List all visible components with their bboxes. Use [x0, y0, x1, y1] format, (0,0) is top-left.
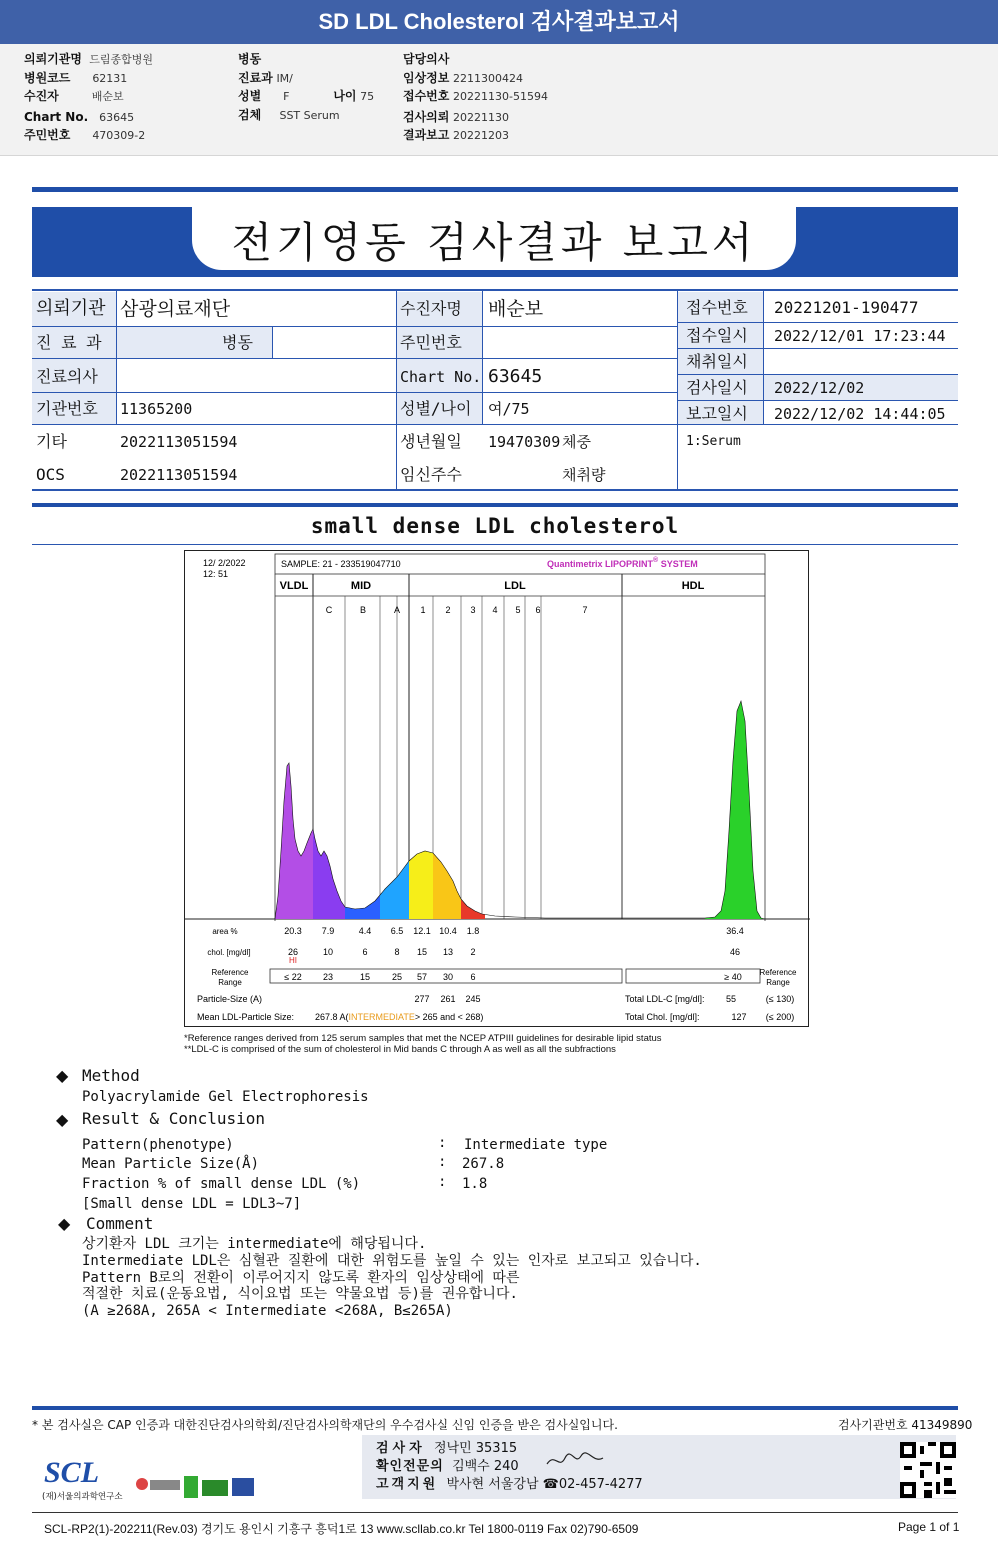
row-title-rref1: Reference — [759, 968, 797, 977]
ref-value: 15 — [359, 972, 371, 982]
chart-structure — [185, 574, 810, 919]
comment-line-0: 상기환자 LDL 크기는 intermediate에 해당됩니다. — [82, 1236, 427, 1252]
top-ward-row — [238, 52, 261, 66]
repdate-label: 보고일시 — [686, 404, 748, 423]
particle-size-value: 245 — [465, 994, 481, 1004]
label: 병동 — [238, 52, 262, 66]
brand-name: Quantimetrix LIPOPRINT — [547, 559, 654, 569]
chart-table — [197, 926, 797, 1022]
band-label: 5 — [515, 605, 521, 615]
result-note: [Small dense LDL = LDL3~7] — [82, 1196, 302, 1212]
value: 20221130 — [453, 111, 510, 124]
top-inst-row — [24, 52, 153, 67]
value: 20221130-51594 — [453, 90, 548, 103]
chart-time: 12: 51 — [203, 569, 229, 579]
result-colon-0: : — [438, 1135, 447, 1151]
label: 검체 — [238, 108, 262, 122]
report-banner-title: SD LDL Cholesterol 검사결과보고서 — [0, 0, 998, 44]
brand-tail: SYSTEM — [658, 559, 698, 569]
specimen-value: 1:Serum — [686, 434, 741, 449]
chol-value: 26 — [287, 947, 299, 957]
top-code-row — [24, 71, 127, 86]
comment-line-4: (A ≥268A, 265A < Intermediate <268A, B≤265A) — [82, 1303, 453, 1319]
area-value: 4.4 — [358, 926, 372, 936]
comment-line-1: Intermediate LDL은 심혈관 질환에 대한 위험도를 높일 수 있는 인자로 보고되고 있습니다. — [82, 1253, 702, 1269]
area-value: 10.4 — [439, 926, 457, 936]
value: 2211300424 — [453, 72, 524, 85]
group-label-ldl: LDL — [504, 580, 526, 592]
top-dept-row — [238, 71, 293, 86]
chart-areas — [275, 701, 765, 919]
checker-row — [376, 1455, 519, 1474]
row-line-1 — [32, 326, 677, 327]
result-value-1: 267.8 — [462, 1156, 505, 1172]
top-sex-row — [238, 89, 374, 104]
label: 병원코드 — [24, 71, 71, 85]
tester-row — [376, 1437, 517, 1456]
result-title: Result & Conclusion — [82, 1109, 266, 1128]
fraction-area-ldl-1 — [409, 851, 433, 919]
label: 임상정보 — [403, 71, 450, 85]
bottom-address: SCL-RP2(1)-202211(Rev.03) 경기도 용인시 기흥구 흥덕1로 13 www.scllab.co.kr Tel 1800-0119 Fax 02)790-6509 — [44, 1522, 639, 1536]
code-label: 기관번호 — [36, 399, 98, 418]
total-ldl-label: Total LDL-C [mg/dl]: — [625, 994, 705, 1004]
chart-brand — [547, 556, 698, 569]
value-age: 75 — [360, 90, 375, 103]
method-title: Method — [82, 1066, 140, 1085]
area-value: 1.8 — [466, 926, 480, 936]
particle-size-value: 261 — [440, 994, 456, 1004]
fraction-area-ldl-3 — [461, 899, 485, 919]
sexage-value: 여/75 — [488, 400, 530, 418]
result-label-0: Pattern(phenotype) — [82, 1137, 234, 1153]
cs-row — [376, 1473, 643, 1492]
band-label: A — [393, 605, 401, 615]
bottom-rule — [32, 1512, 958, 1513]
area-value: 12.1 — [413, 926, 431, 936]
group-label-mid: MID — [350, 580, 372, 592]
label: 주민번호 — [24, 128, 71, 142]
ref-value: 6 — [470, 972, 476, 982]
recno-label: 접수번호 — [686, 298, 748, 317]
area-value: 6.5 — [390, 926, 404, 936]
band-label: 2 — [445, 605, 451, 615]
label: 진료과 — [238, 71, 273, 85]
label: 결과보고 — [403, 128, 450, 142]
top-report-row — [403, 128, 509, 143]
chol-value: 15 — [416, 947, 428, 957]
signature-icon — [545, 1450, 605, 1472]
value: SST Serum — [279, 109, 340, 122]
cert-note: * 본 검사실은 CAP 인증과 대한진단검사의학회/진단검사의학재단의 우수검사실 신임 인증을 받은 검사실입니다. — [32, 1418, 618, 1432]
row-line-3 — [32, 392, 677, 393]
page-number: Page 1 of 1 — [898, 1520, 960, 1534]
recno-value: 20221201-190477 — [774, 298, 919, 317]
patient-value: 배순보 — [488, 298, 544, 320]
amount-label: 채취량 — [562, 466, 606, 484]
area-value: 20.3 — [284, 926, 302, 936]
area-value: 36.4 — [726, 926, 744, 936]
footer-top-rule — [32, 1406, 958, 1410]
col-line-4 — [677, 291, 678, 489]
chol-value: 13 — [442, 947, 454, 957]
etc-label: 기타 — [36, 432, 67, 451]
value: 배순보 — [91, 90, 124, 103]
result-bullet-icon: ◆ — [56, 1110, 69, 1129]
checker-label: 확인전문의 — [376, 1459, 444, 1474]
top-doctor-row — [403, 52, 449, 66]
mean-size-paren: ( — [345, 1012, 349, 1022]
section-top-rule — [32, 503, 958, 507]
lipoprint-chart — [184, 550, 809, 1027]
top-request-row — [403, 110, 509, 125]
testdate-value: 2022/12/02 — [774, 379, 865, 397]
recdate-label: 접수일시 — [686, 326, 748, 345]
top-rrn-row — [24, 128, 145, 143]
ref-value: ≤ 22 — [284, 972, 302, 982]
code-value: 11365200 — [120, 400, 193, 418]
top-clinical-row — [403, 71, 523, 86]
col-line-2 — [396, 291, 397, 489]
total-ldl-ref: (≤ 130) — [765, 994, 795, 1004]
col-line-5 — [763, 291, 764, 424]
comment-line-3: 적절한 치료(운동요법, 식이요법 또는 약물요법 등)를 권유합니다. — [82, 1286, 518, 1302]
particle-size-label: Particle-Size (A) — [197, 994, 263, 1004]
method-bullet-icon: ◆ — [56, 1066, 69, 1085]
result-value-2: 1.8 — [462, 1176, 488, 1192]
coll-label: 채취일시 — [686, 352, 748, 371]
scl-logo-subtitle: (재)서울의과학연구소 — [42, 1492, 123, 1502]
value: F — [283, 90, 290, 103]
note-reference: *Reference ranges derived from 125 serum samples that met the NCEP ATPIII guidelines for desirable lipid status — [184, 1033, 662, 1044]
fraction-area-ldl-2 — [433, 853, 461, 919]
group-label-hdl: HDL — [681, 580, 705, 592]
result-label-2: Fraction % of small dense LDL (%) — [82, 1176, 361, 1192]
fraction-area-mid-c — [313, 829, 345, 919]
rrn-label: 주민번호 — [400, 333, 462, 352]
row-title-area: area % — [212, 927, 238, 936]
label-age: 나이 — [333, 89, 357, 103]
top-specimen-row — [238, 108, 340, 123]
band-label: B — [359, 605, 367, 615]
scl-logo: SCL — [44, 1456, 100, 1489]
chol-value: 46 — [729, 947, 741, 957]
chart-label: Chart No. — [400, 368, 482, 386]
fraction-area-mid-b — [345, 895, 380, 919]
inst-label: 의뢰기관 — [36, 298, 106, 319]
ocs-value: 2022113051594 — [120, 466, 238, 484]
col-line-dept — [272, 326, 273, 358]
inst-number: 검사기관번호 41349890 — [838, 1418, 973, 1432]
chart-value: 63645 — [488, 366, 543, 387]
birth-label: 생년월일 — [400, 432, 462, 451]
report-title: 전기영동 검사결과 보고서 — [231, 218, 757, 267]
title-top-rule — [32, 187, 958, 192]
hdl-ref-value: ≥ 40 — [724, 972, 742, 982]
lipoprint-chart-svg — [185, 551, 810, 1028]
row-title-ref2: Range — [218, 978, 242, 987]
inst-value: 삼광의료재단 — [120, 298, 231, 320]
birth-value: 19470309 — [488, 433, 561, 451]
row-title-rref2: Range — [766, 978, 790, 987]
top-reception-row — [403, 89, 548, 104]
cert-logos-icon — [132, 1474, 260, 1502]
value: IM/ — [276, 72, 293, 85]
etc-value: 2022113051594 — [120, 433, 238, 451]
label: 접수번호 — [403, 89, 450, 103]
top-chart-row — [24, 110, 134, 125]
comment-title: Comment — [86, 1214, 154, 1233]
section-title: small dense LDL cholesterol — [310, 514, 680, 538]
qr-code-icon — [900, 1442, 956, 1498]
total-chol-ref: (≤ 200) — [765, 1012, 795, 1022]
tester-label: 검사자 — [376, 1441, 426, 1456]
table-top-rule — [32, 289, 958, 291]
label: Chart No. — [24, 110, 89, 124]
total-chol-value: 127 — [731, 1012, 747, 1022]
col-line-3 — [482, 291, 483, 424]
value: 62131 — [92, 72, 128, 85]
method-text: Polyacrylamide Gel Electrophoresis — [82, 1089, 369, 1105]
col-line-1 — [116, 291, 117, 424]
label: 의뢰기관명 — [24, 52, 82, 66]
chol-value: 8 — [394, 947, 400, 957]
area-value: 7.9 — [321, 926, 335, 936]
value: 20221203 — [453, 129, 510, 142]
label: 수진자 — [24, 89, 59, 103]
dept-label: 진 료 과 — [36, 333, 102, 352]
row-title-ref1: Reference — [211, 968, 249, 977]
total-ldl-value: 55 — [725, 994, 737, 1004]
result-label-1: Mean Particle Size(Å) — [82, 1156, 260, 1172]
patient-label: 수진자명 — [400, 299, 462, 318]
comment-bullet-icon: ◆ — [58, 1214, 71, 1233]
chart-sample: SAMPLE: 21 - 233519047710 — [281, 559, 401, 569]
top-info-panel — [0, 44, 998, 156]
recdate-value: 2022/12/01 17:23:44 — [774, 327, 946, 345]
mean-size-range: > 265 and < 268) — [414, 1012, 484, 1022]
band-label: 3 — [470, 605, 476, 615]
ref-value: 25 — [391, 972, 403, 982]
band-label: 1 — [420, 605, 426, 615]
label: 담당의사 — [403, 52, 450, 66]
result-value-0: Intermediate type — [464, 1137, 608, 1153]
ref-value: 57 — [416, 972, 428, 982]
result-colon-1: : — [438, 1154, 447, 1170]
ref-value: 30 — [442, 972, 454, 982]
particle-size-value: 277 — [414, 994, 430, 1004]
note-ldlc: **LDL-C is comprised of the sum of cholesterol in Mid bands C through A as well as all the subfractions — [184, 1044, 616, 1055]
sexage-label: 성별/나이 — [400, 399, 472, 418]
profile-outline — [275, 701, 765, 919]
band-label: C — [325, 605, 333, 615]
mean-size-class: INTERMEDIATE — [348, 1012, 415, 1022]
mean-size-number: 267.8 A — [315, 1012, 346, 1022]
value: 드림종합병원 — [89, 53, 154, 66]
total-chol-label: Total Chol. [mg/dl]: — [625, 1012, 700, 1022]
cs-value: 박사현 서울강남 ☎02-457-4277 — [446, 1477, 643, 1492]
hi-flag: HI — [289, 956, 297, 965]
result-colon-2: : — [438, 1174, 447, 1190]
row-line-2 — [32, 358, 677, 359]
ward-label: 병동 — [222, 333, 253, 352]
chol-value: 2 — [470, 947, 476, 957]
section-underline — [32, 544, 958, 545]
band-label: 7 — [582, 605, 588, 615]
repdate-value: 2022/12/02 14:44:05 — [774, 405, 946, 423]
preg-label: 임신주수 — [400, 465, 462, 484]
row-title-chol: chol. [mg/dl] — [207, 948, 251, 957]
cs-label: 고객지원 — [376, 1477, 439, 1492]
top-patient-row — [24, 89, 124, 104]
chol-value: 10 — [322, 947, 334, 957]
chol-value: 6 — [362, 947, 368, 957]
group-label-vldl: VLDL — [279, 580, 309, 592]
chart-date: 12/ 2/2022 — [203, 558, 246, 568]
label: 성별 — [238, 89, 262, 103]
band-label: 6 — [535, 605, 541, 615]
brand-mark: ® — [653, 557, 659, 564]
checker-value: 김백수 240 — [452, 1459, 519, 1474]
band-label: 4 — [492, 605, 498, 615]
tester-value: 정낙민 35315 — [433, 1441, 518, 1456]
testdate-label: 검사일시 — [686, 378, 748, 397]
comment-line-2: Pattern B로의 전환이 이루어지지 않도록 환자의 임상상태에 따른 — [82, 1270, 520, 1286]
doctor-label: 진료의사 — [36, 367, 98, 386]
weight-label: 체중 — [562, 433, 591, 451]
value: 63645 — [99, 111, 135, 124]
label: 검사의뢰 — [403, 110, 450, 124]
value: 470309-2 — [92, 129, 146, 142]
mean-size-value — [315, 1012, 483, 1022]
ocs-label: OCS — [36, 465, 65, 484]
mean-size-label: Mean LDL-Particle Size: — [197, 1012, 295, 1022]
fraction-area-vldl — [275, 763, 313, 919]
ref-value: 23 — [322, 972, 334, 982]
